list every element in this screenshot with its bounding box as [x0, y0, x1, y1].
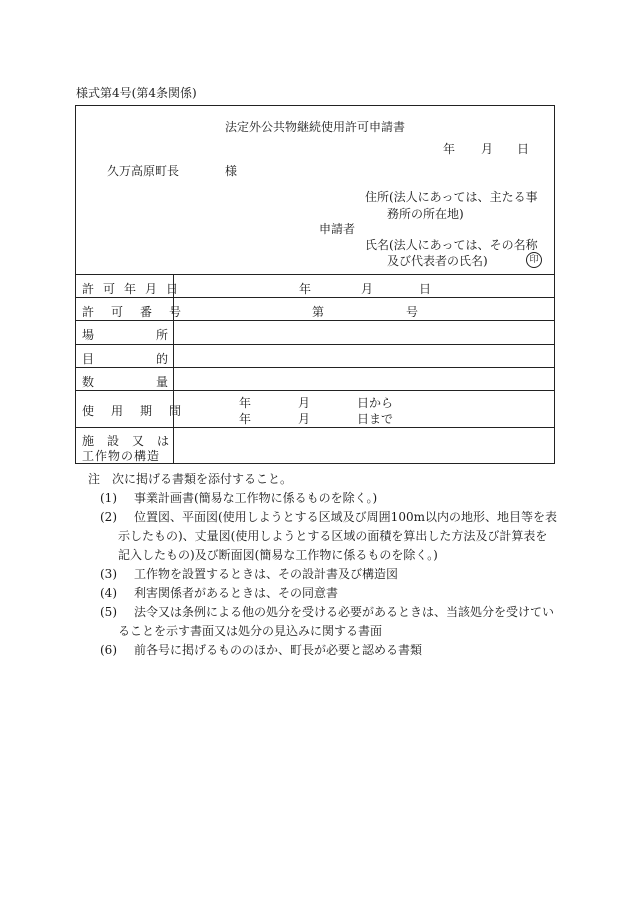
row-divider — [76, 344, 554, 345]
applicant-name-label-cont: 及び代表者の氏名) — [387, 254, 488, 268]
addressee-honorific: 様 — [225, 164, 238, 178]
period-from-day: 日から — [357, 396, 394, 410]
row-divider — [76, 367, 554, 368]
submission-date-year: 年 — [443, 142, 456, 156]
list-item: (3) 工作物を設置するときは、その設計書及び構造図 — [100, 567, 399, 581]
list-item: (1) 事業計画書(簡易な工作物に係るものを除く。) — [100, 491, 378, 505]
permit-number-label: 許可番号 — [82, 305, 199, 319]
permit-date-label: 許可年月日 — [82, 282, 188, 296]
row-divider — [76, 390, 554, 391]
structure-label-line1: 施設又は — [82, 434, 183, 448]
period-to-day: 日まで — [357, 412, 394, 426]
submission-date-month: 月 — [481, 142, 494, 156]
row-divider — [76, 427, 554, 428]
permit-number-prefix: 第 — [312, 305, 325, 319]
notes-heading: 注 次に掲げる書類を添付すること。 — [88, 472, 293, 486]
location-label: 場所 — [82, 328, 231, 342]
period-to-year: 年 — [239, 412, 252, 426]
document-title: 法定外公共物継続使用許可申請書 — [224, 120, 405, 134]
period-to-month: 月 — [298, 412, 311, 426]
form-number-label: 様式第4号(第4条関係) — [76, 86, 197, 100]
list-item: (2) 位置図、平面図(使用しようとする区域及び周囲100m以内の地形、地目等を表 示したもの)、丈量図(使用しようとする区域の面積を算出した方法及び計算表を 記入したもの)及び断面図(簡易な工作物に係るものを除く。) — [100, 510, 557, 562]
usage-period-label: 使用期間 — [82, 404, 199, 418]
permit-date-year: 年 — [299, 282, 312, 296]
row-divider — [76, 274, 554, 275]
purpose-label: 目的 — [82, 352, 231, 366]
submission-date-day: 日 — [517, 142, 530, 156]
seal-mark-icon: 印 — [526, 252, 542, 268]
period-from-year: 年 — [239, 396, 252, 410]
list-item: (4) 利害関係者があるときは、その同意書 — [100, 586, 339, 600]
applicant-address-label: 住所(法人にあっては、主たる事 — [365, 190, 538, 204]
application-form-table — [75, 105, 555, 464]
permit-date-month: 月 — [361, 282, 374, 296]
applicant-address-label-cont: 務所の所在地) — [387, 207, 464, 221]
applicant-name-label: 氏名(法人にあっては、その名称 — [365, 238, 538, 252]
permit-number-suffix: 号 — [406, 305, 419, 319]
row-divider — [76, 320, 554, 321]
attachment-notes — [88, 470, 558, 660]
period-from-month: 月 — [298, 396, 311, 410]
list-item: (6) 前各号に掲げるもののほか、町長が必要と認める書類 — [100, 643, 423, 657]
row-divider — [76, 297, 554, 298]
structure-label-line2: 工作物の構造 — [82, 449, 161, 463]
applicant-label: 申請者 — [319, 222, 356, 236]
list-item: (5) 法令又は条例による他の処分を受ける必要があるときは、当該処分を受けてい ることを示す書面又は処分の見込みに関する書面 — [100, 605, 555, 638]
addressee-name: 久万高原町長 — [107, 164, 180, 178]
quantity-label: 数量 — [82, 375, 231, 389]
permit-date-day: 日 — [419, 282, 432, 296]
